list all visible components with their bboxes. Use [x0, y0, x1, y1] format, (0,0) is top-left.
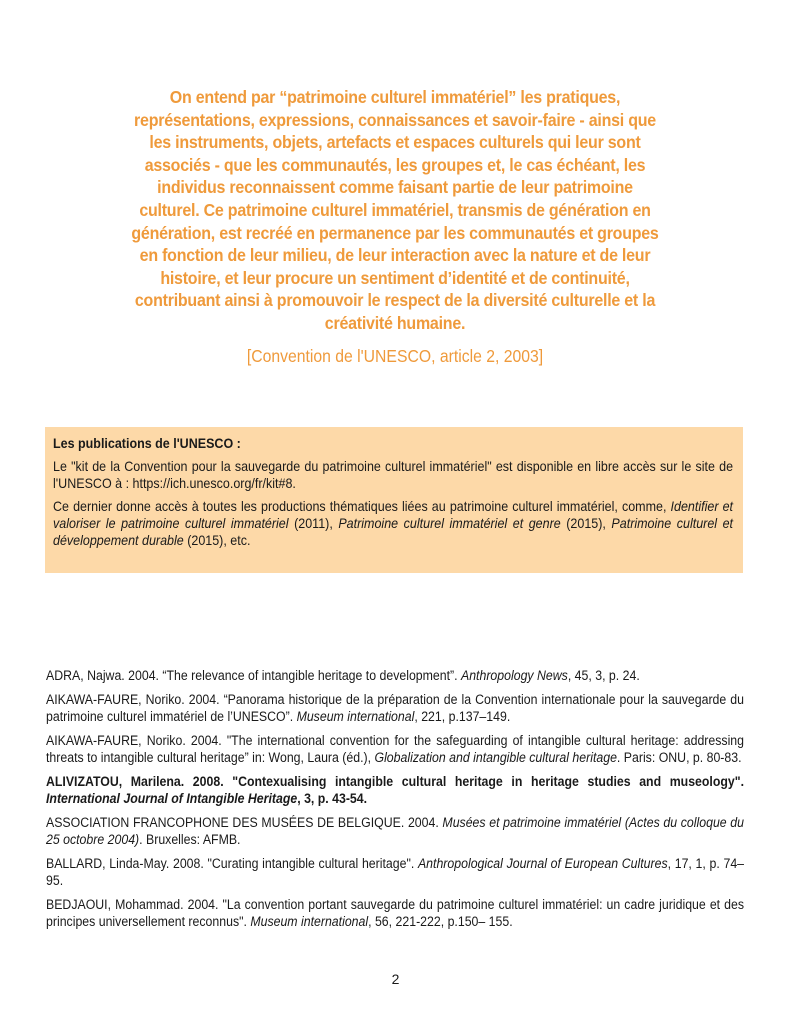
entry-details: , 17, 1, p. 74–95.: [46, 856, 745, 888]
bibliography-entry: [46, 667, 744, 684]
unesco-publications-box: [45, 427, 743, 573]
publications-kit-text: Le "kit de la Convention pour la sauvegarde du patrimoine culturel immatériel" est disponible en libre accès sur le site de l'UNESCO à : https://ich.unesco.org/fr/kit#8.: [53, 459, 734, 491]
quote-line: les instruments, objets, artefacts et espaces culturels qui leur sont: [149, 132, 641, 153]
quote-line: représentations, expressions, connaissances et savoir-faire - ainsi que: [134, 109, 656, 130]
entry-details: . Paris: ONU, p. 80-83.: [616, 750, 742, 765]
publication-title: Patrimoine culturel et développement durable: [53, 516, 734, 548]
entry-main: AIKAWA-FAURE, Noriko. 2004. "The international convention for the safeguarding of intangible cultural heritage: addressing threats to intangible cultural heritage” in: Wong, Laura (éd.),: [46, 733, 745, 765]
entry-details: , 45, 3, p. 24.: [567, 668, 640, 683]
entry-text: [46, 896, 744, 930]
entry-source: Anthropological Journal of European Cultures: [417, 856, 668, 871]
publication-year: (2011),: [288, 516, 339, 531]
entry-source: Globalization and intangible cultural heritage: [374, 750, 617, 765]
entry-main: AIKAWA-FAURE, Noriko. 2004. “Panorama historique de la préparation de la Convention internationale pour la sauvegarde du patrimoine culturel immatériel de l’UNESCO”.: [46, 692, 745, 724]
quote-line: en fonction de leur milieu, de leur interaction avec la nature et de leur: [139, 245, 651, 266]
entry-text: [46, 814, 744, 848]
entry-source: Anthropology News: [460, 668, 568, 683]
entry-source: Museum international: [250, 914, 369, 929]
entry-details: , 221, p.137–149.: [414, 709, 511, 724]
entry-details: . Bruxelles: AFMB.: [139, 832, 241, 847]
productions-intro: Ce dernier donne accès à toutes les productions thématiques liées au patrimoine culturel immatériel, comme,: [53, 499, 671, 514]
entry-text: [46, 691, 744, 725]
publications-paragraph-kit: [53, 458, 733, 492]
bibliography-entry-highlighted: [46, 773, 744, 807]
quote-line: associés - que les communautés, les groupes et, le cas échéant, les: [144, 154, 646, 175]
entry-main: BALLARD, Linda-May. 2008. "Curating intangible cultural heritage".: [46, 856, 418, 871]
entry-text: [46, 773, 744, 807]
bibliography-entry: [46, 814, 744, 848]
entry-text: [46, 667, 744, 684]
entry-details: , 56, 221-222, p.150– 155.: [368, 914, 513, 929]
entry-main: BEDJAOUI, Mohammad. 2004. "La convention portant sauvegarde du patrimoine culturel immatériel: un cadre juridique et des principes universellement reconnus".: [46, 897, 745, 929]
entry-text: [46, 732, 744, 766]
entry-main: ALIVIZATOU, Marilena. 2008. "Contexualising intangible cultural heritage in heritage studies and museology".: [46, 774, 745, 789]
quote-text: [93, 86, 698, 335]
publication-year: (2015),: [560, 516, 612, 531]
entry-details: , 3, p. 43-54.: [297, 791, 368, 806]
bibliography-entry: [46, 855, 744, 889]
page-number: 2: [391, 971, 400, 987]
bibliography-entry: [46, 732, 744, 766]
publications-productions-text: [53, 498, 733, 549]
publication-title: Identifier et valoriser le patrimoine culturel immatériel: [53, 499, 734, 531]
quote-line: culturel. Ce patrimoine culturel immatériel, transmis de génération en: [139, 199, 651, 220]
unesco-definition-quote: [70, 86, 720, 367]
publications-title: [53, 435, 733, 452]
quote-line: histoire, et leur procure un sentiment d’identité et de continuité,: [160, 267, 630, 288]
publication-year: (2015), etc.: [183, 533, 251, 548]
entry-source: Musées et patrimoine immatériel (Actes du colloque du 25 octobre 2004): [46, 815, 745, 847]
quote-line: génération, est recréé en permanence par les communautés et groupes: [131, 222, 659, 243]
bibliography-list: [46, 667, 744, 937]
quote-line: individus reconnaissent comme faisant partie de leur patrimoine: [157, 177, 633, 198]
publications-paragraph-productions: [53, 498, 733, 549]
entry-main: ASSOCIATION FRANCOPHONE DES MUSÉES DE BELGIQUE. 2004.: [46, 815, 443, 830]
entry-main: ADRA, Najwa. 2004. “The relevance of intangible heritage to development”.: [46, 668, 461, 683]
publication-title: Patrimoine culturel immatériel et genre: [338, 516, 561, 531]
quote-line: contribuant ainsi à promouvoir le respect de la diversité culturelle et la: [134, 290, 656, 311]
quote-line: créativité humaine.: [324, 312, 466, 333]
entry-source: International Journal of Intangible Heritage: [46, 791, 298, 806]
entry-text: [46, 855, 744, 889]
bibliography-entry: [46, 691, 744, 725]
bibliography-entry: [46, 896, 744, 930]
publications-title-text: Les publications de l'UNESCO :: [53, 436, 241, 451]
quote-source: [Convention de l'UNESCO, article 2, 2003]: [246, 345, 544, 366]
quote-line: On entend par “patrimoine culturel immatériel” les pratiques,: [169, 87, 621, 107]
entry-source: Museum international: [296, 709, 415, 724]
